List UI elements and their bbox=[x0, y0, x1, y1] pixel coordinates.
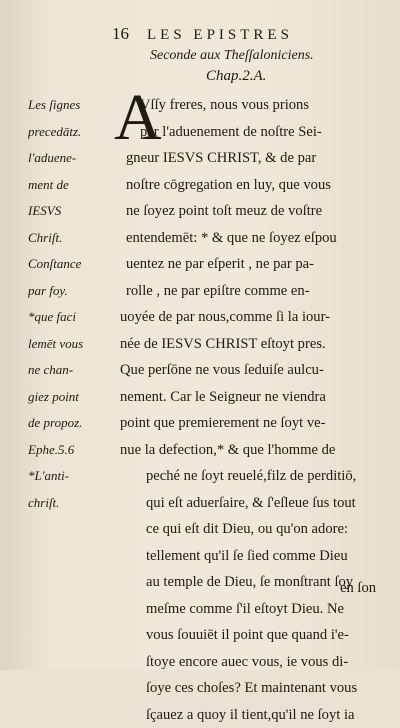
body-text bbox=[114, 92, 390, 728]
text-line: uentez ne par eſperit , ne par pa- bbox=[114, 251, 390, 278]
text-line: point que premierement ne ſoyt ve- bbox=[114, 410, 390, 437]
text-line: née de IESVS CHRIST eſtoyt pres. bbox=[114, 331, 390, 358]
text-line: entendemēt: * & que ne ſoyez eſpou bbox=[114, 225, 390, 252]
margin-note: Chriſt. bbox=[28, 225, 114, 252]
text-line: gneur IESVS CHRIST, & de par bbox=[114, 145, 390, 172]
margin-note: IESVS bbox=[28, 198, 114, 225]
margin-note: par foy. bbox=[28, 278, 114, 305]
text-line: noſtre cōgregation en luy, que vous bbox=[114, 172, 390, 199]
text-line: rolle , ne par epiſtre comme en- bbox=[114, 278, 390, 305]
margin-note: *L'anti- bbox=[28, 463, 114, 490]
text-line: nement. Car le Seigneur ne viendra bbox=[114, 384, 390, 411]
text-line: tellement qu'il ſe ſied comme Dieu bbox=[114, 543, 390, 570]
page-number: 16 bbox=[112, 24, 129, 44]
page-header bbox=[112, 24, 372, 44]
margin-note: Conſtance bbox=[28, 251, 114, 278]
text-line: vous ſouuiēt il point que quand i'e- bbox=[114, 622, 390, 649]
margin-notes bbox=[28, 92, 114, 516]
margin-note: de propoz. bbox=[28, 410, 114, 437]
margin-note: l'aduene- bbox=[28, 145, 114, 172]
text-line: Vſſy freres, nous vous prions bbox=[114, 92, 390, 119]
text-line: qui eſt aduerſaire, & ſ'eſleue ſus tout bbox=[114, 490, 390, 517]
margin-note: ment de bbox=[28, 172, 114, 199]
chapter-heading: Chap.2.A. bbox=[206, 68, 266, 85]
text-line: peché ne ſoyt reuelé,filz de perditiō, bbox=[114, 463, 390, 490]
text-line: Que perſōne ne vous ſeduiſe aulcu- bbox=[114, 357, 390, 384]
running-title: LES EPISTRES bbox=[147, 27, 293, 44]
text-line: ſtoye encore auec vous, ie vous di- bbox=[114, 649, 390, 676]
text-line: par l'aduenement de noſtre Sei- bbox=[114, 119, 390, 146]
margin-note: giez point bbox=[28, 384, 114, 411]
epistle-subtitle: Seconde aux Theſſaloniciens. bbox=[150, 48, 390, 64]
margin-note: Ephe.5.6 bbox=[28, 437, 114, 464]
margin-note: ne chan- bbox=[28, 357, 114, 384]
text-line: nue la defection,* & que l'homme de bbox=[114, 437, 390, 464]
text-line: ſçauez a quoy il tient,qu'il ne ſoyt ia bbox=[114, 702, 390, 728]
margin-note: lemēt vous bbox=[28, 331, 114, 358]
catchword: en ſon bbox=[340, 580, 376, 597]
text-line: meſme comme ſ'il eſtoyt Dieu. Ne bbox=[114, 596, 390, 623]
text-line: ne ſoyez point toſt meuz de voſtre bbox=[114, 198, 390, 225]
text-line: ſoye ces choſes? Et maintenant vous bbox=[114, 675, 390, 702]
drop-cap: A bbox=[114, 90, 162, 146]
text-line: au temple de Dieu, ſe monſtrant ſoy bbox=[114, 569, 390, 596]
margin-note: chriſt. bbox=[28, 490, 114, 517]
text-line: ce qui eſt dit Dieu, ou qu'on adore: bbox=[114, 516, 390, 543]
margin-note: precedātz. bbox=[28, 119, 114, 146]
margin-note: *que faci bbox=[28, 304, 114, 331]
margin-note: Les ſignes bbox=[28, 92, 114, 119]
text-line: uoyée de par nous,comme ſi la iour- bbox=[114, 304, 390, 331]
